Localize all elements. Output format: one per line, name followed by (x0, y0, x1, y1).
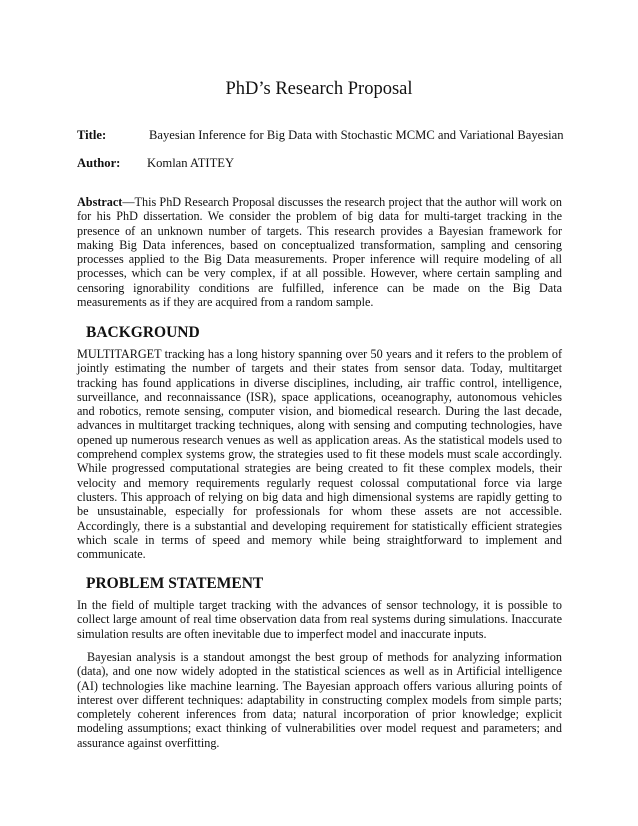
title-row (77, 127, 564, 143)
author-row (77, 155, 234, 171)
title-label: Title: (77, 128, 107, 142)
author-value: Komlan ATITEY (147, 156, 235, 170)
abstract-text: —This PhD Research Proposal discusses the research project that the author will work on for his PhD dissertation. We consider the problem of big data for multi-target tracking in the presence of an unknown number of targets. This research provides a Bayesian framework for making Big Data inferences, based on conceptualized transformation, sampling and censoring processes applied to the Big Data measurements. Proper inference will require modeling of all processes, which can be very complex, if at all possible. However, where certain sampling and censoring ignorability conditions are fulfilled, inference can be made on the Big Data measurements as if they are acquired from a random sample. (77, 195, 562, 310)
background-heading: BACKGROUND (86, 324, 200, 341)
problem-statement-paragraph-2: Bayesian analysis is a standout amongst the best group of methods for analyzing information (data), and one now widely adopted in the statistical sciences as well as in Artificial intelligence (AI) technologies like machine learning. The Bayesian approach offers various alluring points of interest over different techniques: adaptability in constructing complex models from simple parts; completely coherent inferences from data; natural incorporation of prior knowledge; explicit modeling assumptions; exact thinking of vulnerabilities over model request and parameters; and assurance against overfitting. (77, 650, 562, 750)
author-label: Author: (77, 156, 121, 170)
abstract-label: Abstract (77, 195, 123, 209)
background-paragraph: MULTITARGET tracking has a long history spanning over 50 years and it refers to the problem of jointly estimating the number of targets and their states from sensor data. Today, multitarget tracking has found applications in diverse disciplines, including, air traffic control, intelligence, surveillance, and reconnaissance (ISR), space applications, oceanography, autonomous vehicles and robotics, remote sensing, computer vision, and biomedical research. During the last decade, advances in multitarget tracking techniques, along with sensing and computing technologies, have opened up numerous research venues as well as application areas. As the statistical models used to comprehend complex systems grow, the strategies used to fit these models must scale accordingly. While progressed computational strategies are being created to fit these complex models, their velocity and memory requirements regularly request colossal computational force via large clusters. This approach of relying on big data and high dimensional systems are rapidly getting to be unsustainable, especially for professionals for whom these assets are not accessible. Accordingly, there is a substantial and developing requirement for statistically efficient strategies which scale in terms of speed and memory while being straightforward to implement and communicate. (77, 347, 562, 562)
title-value: Bayesian Inference for Big Data with Stochastic MCMC and Variational Bayesian (149, 128, 564, 142)
abstract-paragraph (77, 195, 562, 309)
problem-statement-paragraph-1: In the field of multiple target tracking with the advances of sensor technology, it is possible to collect large amount of real time observation data from real systems during simulations. Inaccurate simulation results are often inevitable due to imperfect model and inaccurate inputs. (77, 598, 562, 641)
problem-statement-heading: PROBLEM STATEMENT (86, 575, 264, 592)
document-title: PhD’s Research Proposal (225, 79, 413, 99)
